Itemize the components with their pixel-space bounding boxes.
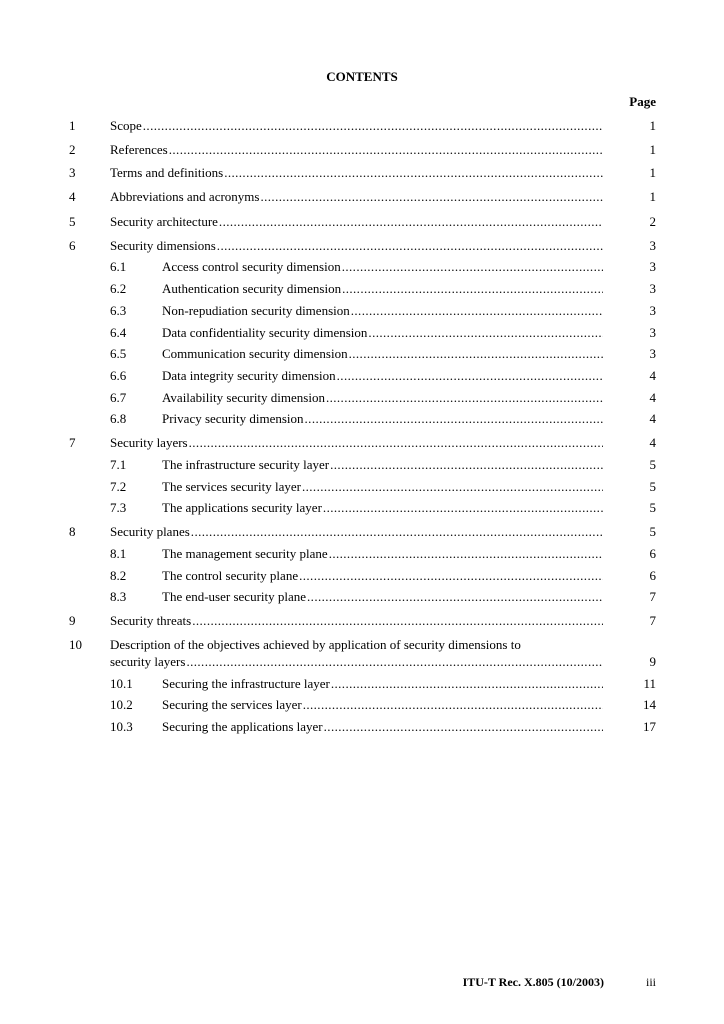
- toc-page: 3: [649, 281, 656, 296]
- toc-title: Abbreviations and acronyms .....: [110, 188, 603, 206]
- toc-entry-3[interactable]: [0, 164, 724, 182]
- toc-number: 8.1: [110, 546, 127, 561]
- toc-page: 3: [649, 325, 656, 340]
- toc-page: 3: [649, 346, 656, 361]
- toc-number: 10: [69, 637, 82, 652]
- toc-entry-8-3[interactable]: [0, 588, 724, 606]
- toc-entry-7-1[interactable]: [0, 456, 724, 474]
- toc-page: 4: [649, 435, 656, 450]
- toc-title: Non-repudiation security dimension .....: [162, 302, 603, 320]
- toc-entry-6-3[interactable]: [0, 302, 724, 320]
- toc-number: 10.1: [110, 676, 133, 691]
- toc-page: 1: [649, 165, 656, 180]
- toc-title: Securing the infrastructure layer .....: [162, 675, 603, 693]
- toc-page: 5: [649, 500, 656, 515]
- toc-number: 8.3: [110, 589, 127, 604]
- toc-entry-10-2[interactable]: [0, 696, 724, 714]
- toc-entry-6-6[interactable]: [0, 367, 724, 385]
- toc-title: Authentication security dimension .....: [162, 280, 603, 298]
- toc-page: 5: [649, 524, 656, 539]
- toc-entry-6-7[interactable]: [0, 389, 724, 407]
- toc-page: 3: [649, 303, 656, 318]
- toc-number: 5: [69, 214, 76, 229]
- toc-title: Security layers .....: [110, 434, 603, 452]
- toc-title: Scope .....: [110, 117, 603, 135]
- toc-page: 11: [643, 676, 656, 691]
- toc-page: 6: [649, 568, 656, 583]
- toc-number: 3: [69, 165, 76, 180]
- toc-title: Securing the services layer .....: [162, 696, 603, 714]
- toc-entry-7-3[interactable]: [0, 499, 724, 517]
- toc-number: 6.4: [110, 325, 127, 340]
- toc-entry-6-1[interactable]: [0, 258, 724, 276]
- toc-entry-6[interactable]: [0, 237, 724, 255]
- toc-title: The infrastructure security layer .....: [162, 456, 603, 474]
- toc-number: 4: [69, 189, 76, 204]
- toc-entry-7[interactable]: [0, 434, 724, 452]
- toc-number: 7.2: [110, 479, 127, 494]
- toc-entry-10-line1[interactable]: [0, 636, 724, 654]
- toc-entry-10[interactable]: [0, 653, 724, 671]
- toc-title: Security dimensions .....: [110, 237, 603, 255]
- toc-number: 7: [69, 435, 76, 450]
- toc-number: 2: [69, 142, 76, 157]
- toc-entry-7-2[interactable]: [0, 478, 724, 496]
- toc-page: 14: [643, 697, 656, 712]
- toc-number: 6.6: [110, 368, 127, 383]
- toc-page: 7: [649, 613, 656, 628]
- toc-page: 5: [649, 479, 656, 494]
- toc-entry-6-5[interactable]: [0, 345, 724, 363]
- toc-page: 3: [649, 259, 656, 274]
- toc-number: 7.1: [110, 457, 127, 472]
- toc-title: Data integrity security dimension .....: [162, 367, 603, 385]
- toc-page: 7: [649, 589, 656, 604]
- toc-title: Terms and definitions .....: [110, 164, 603, 182]
- toc-page: 2: [649, 214, 656, 229]
- toc-number: 10.3: [110, 719, 133, 734]
- toc-entry-8-1[interactable]: [0, 545, 724, 563]
- toc-title: Security architecture .....: [110, 213, 603, 231]
- toc-entry-10-3[interactable]: [0, 718, 724, 736]
- toc-title: security layers .....: [110, 653, 603, 671]
- toc-page: 6: [649, 546, 656, 561]
- toc-page: 4: [649, 390, 656, 405]
- toc-number: 8: [69, 524, 76, 539]
- toc-entry-5[interactable]: [0, 213, 724, 231]
- toc-number: 6: [69, 238, 76, 253]
- toc-entry-8-2[interactable]: [0, 567, 724, 585]
- toc-title: Access control security dimension .....: [162, 258, 603, 276]
- toc-page: 1: [649, 118, 656, 133]
- toc-number: 7.3: [110, 500, 127, 515]
- toc-title: Securing the applications layer .....: [162, 718, 603, 736]
- toc-page: 1: [649, 142, 656, 157]
- toc-title: The control security plane .....: [162, 567, 603, 585]
- toc-entry-4[interactable]: [0, 188, 724, 206]
- toc-entry-9[interactable]: [0, 612, 724, 630]
- toc-title: Data confidentiality security dimension .....: [162, 324, 603, 342]
- toc-title: References .....: [110, 141, 603, 159]
- toc-title: The applications security layer .....: [162, 499, 603, 517]
- toc-title-first-line: Description of the objectives achieved by application of security dimensions to: [110, 637, 521, 652]
- toc-title: The services security layer .....: [162, 478, 603, 496]
- toc-entry-10-1[interactable]: [0, 675, 724, 693]
- toc-page: 3: [649, 238, 656, 253]
- toc-number: 6.1: [110, 259, 127, 274]
- toc-number: 6.2: [110, 281, 127, 296]
- toc-title: Security planes .....: [110, 523, 603, 541]
- toc-page: 9: [649, 654, 656, 669]
- footer-reference: ITU-T Rec. X.805 (10/2003): [462, 975, 604, 989]
- toc-page: 17: [643, 719, 656, 734]
- toc-entry-6-2[interactable]: [0, 280, 724, 298]
- toc-entry-2[interactable]: [0, 141, 724, 159]
- toc-number: 6.8: [110, 411, 127, 426]
- page-title: CONTENTS: [326, 69, 398, 84]
- toc-entry-6-8[interactable]: [0, 410, 724, 428]
- toc-entry-1[interactable]: [0, 117, 724, 135]
- toc-number: 9: [69, 613, 76, 628]
- toc-number: 10.2: [110, 697, 133, 712]
- toc-page: 4: [649, 411, 656, 426]
- page-column-header: Page: [629, 94, 656, 109]
- toc-title: Security threats .....: [110, 612, 603, 630]
- toc-number: 6.7: [110, 390, 127, 405]
- footer-page-number: iii: [645, 975, 656, 989]
- toc-title: Availability security dimension .....: [162, 389, 603, 407]
- toc-number: 8.2: [110, 568, 127, 583]
- toc-title: Privacy security dimension .....: [162, 410, 603, 428]
- toc-title: Communication security dimension .....: [162, 345, 603, 363]
- toc-number: 1: [69, 118, 76, 133]
- toc-entry-8[interactable]: [0, 523, 724, 541]
- toc-number: 6.3: [110, 303, 127, 318]
- toc-page: 4: [649, 368, 656, 383]
- toc-title: The management security plane .....: [162, 545, 603, 563]
- toc-page: 5: [649, 457, 656, 472]
- toc-page: 1: [649, 189, 656, 204]
- toc-entry-6-4[interactable]: [0, 324, 724, 342]
- toc-title: The end-user security plane .....: [162, 588, 603, 606]
- toc-number: 6.5: [110, 346, 127, 361]
